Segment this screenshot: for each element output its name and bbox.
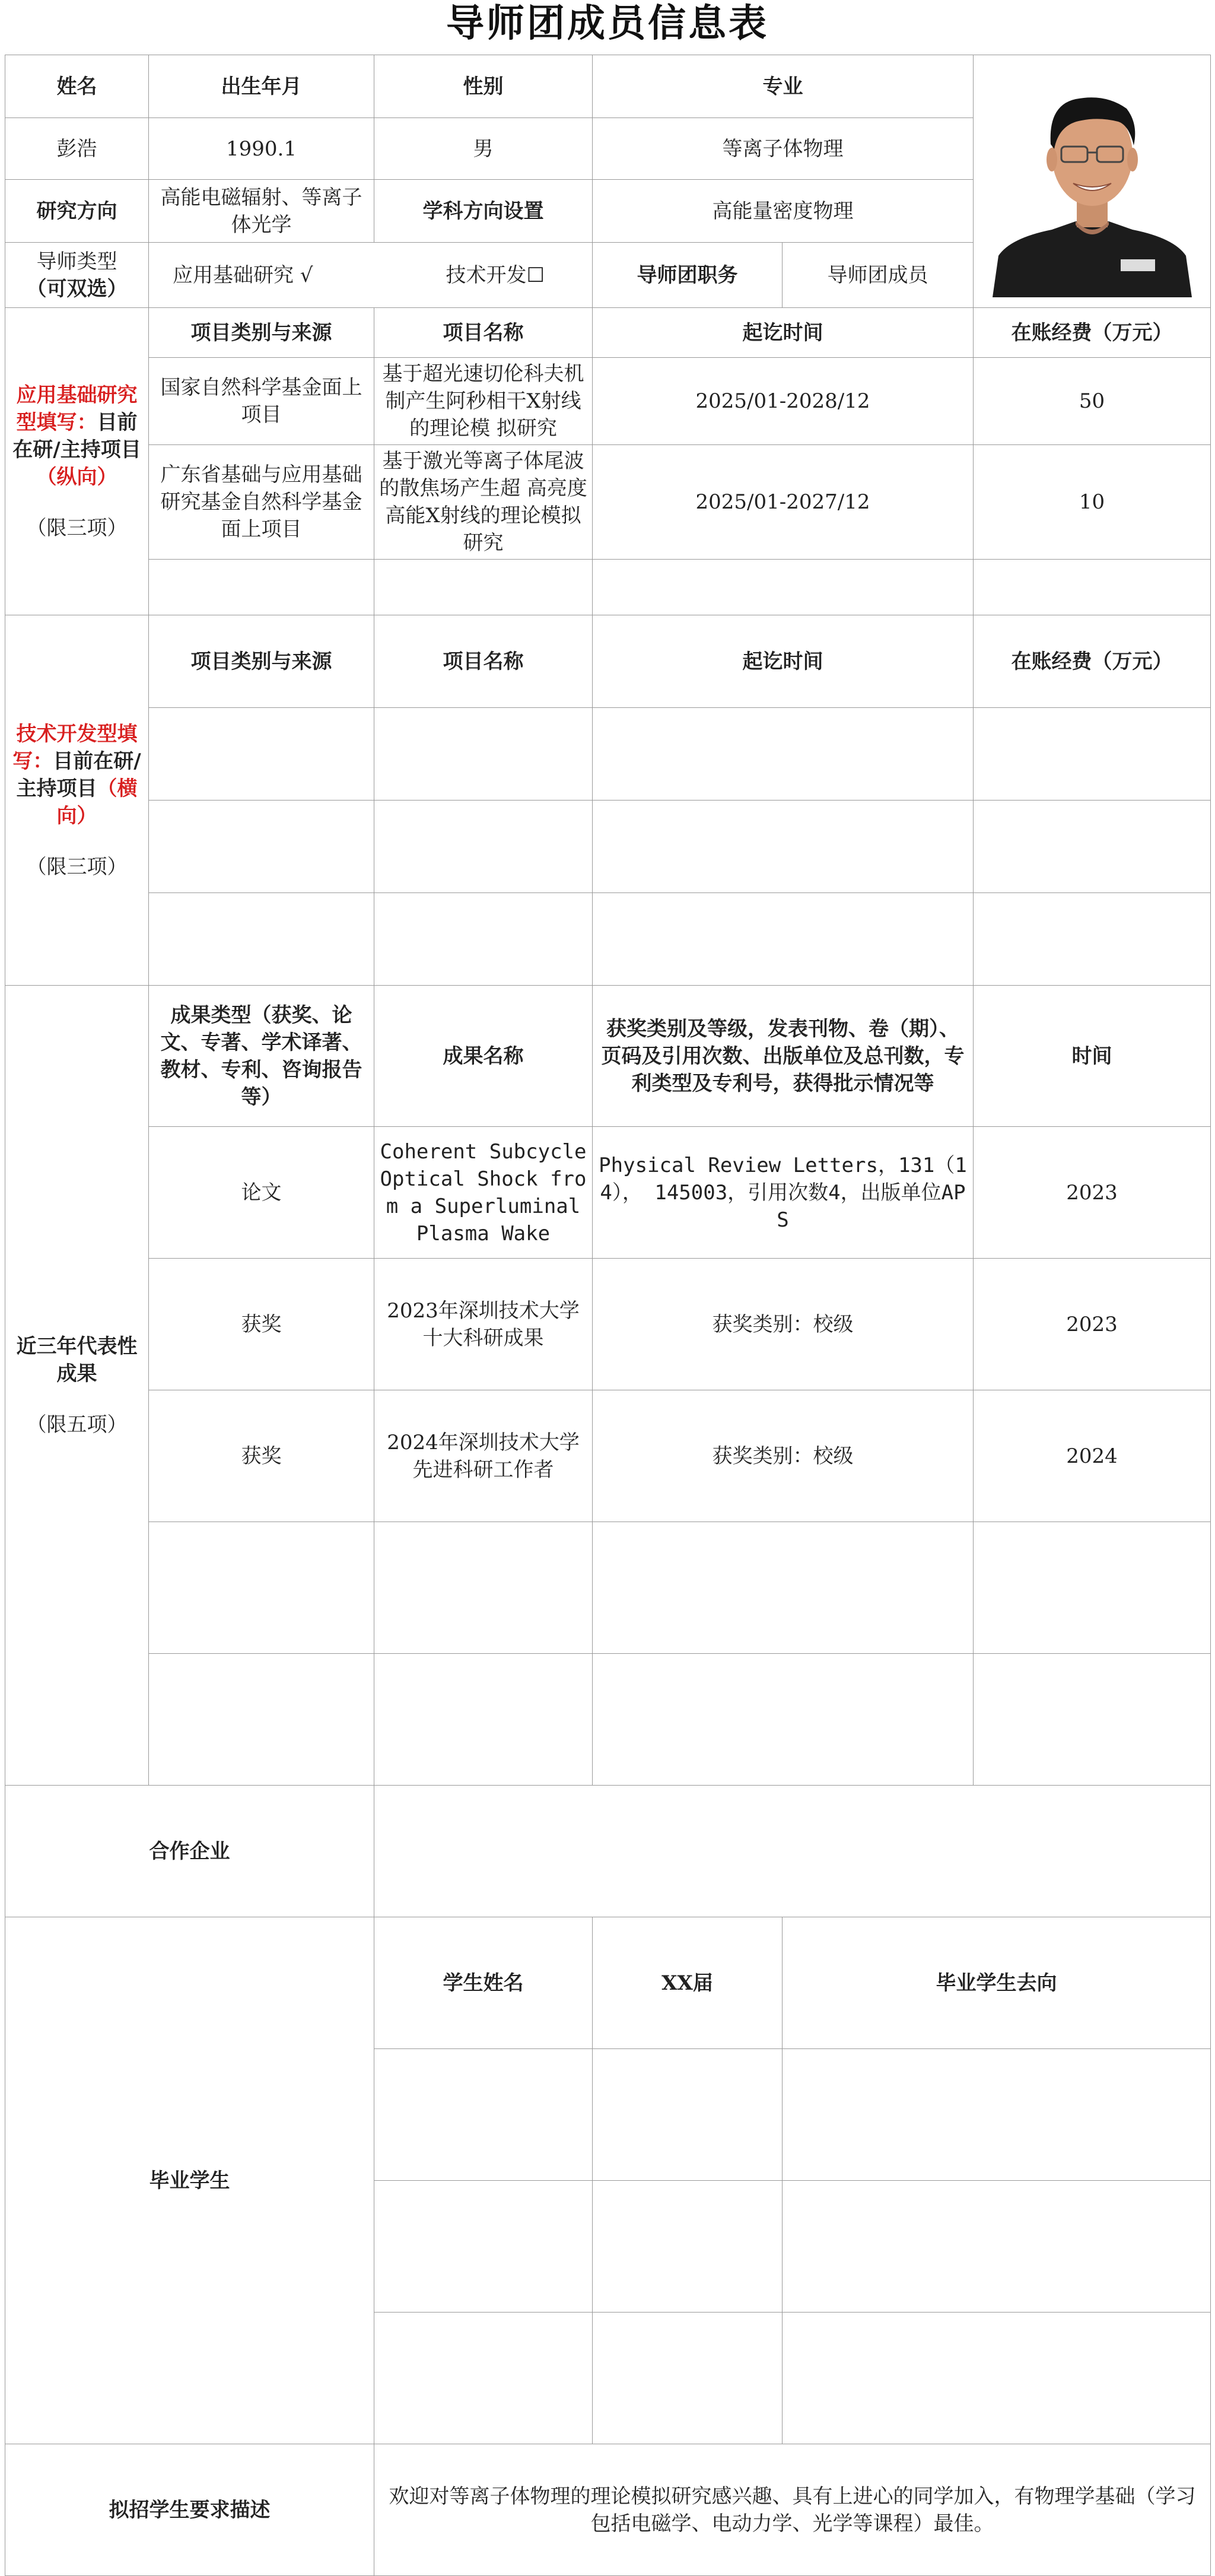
table-cell: Coherent Subcycle Optical Shock from a Superluminal Plasma Wake [374, 1127, 593, 1259]
table-cell [374, 2049, 593, 2181]
major-value: 等离子体物理 [593, 118, 974, 180]
table-cell: 获奖类别：校级 [593, 1259, 974, 1390]
table-cell [374, 1522, 593, 1654]
table-cell [593, 2049, 783, 2181]
birth-value: 1990.1 [149, 118, 374, 180]
achievements-side-limit: （限五项） [26, 1412, 128, 1437]
table-cell: 获奖 [149, 1390, 374, 1522]
table-cell: 50 [974, 358, 1211, 445]
major-label: 专业 [593, 55, 974, 118]
table-cell [374, 1654, 593, 1786]
ach-header-detail: 获奖类别及等级，发表刊物、卷（期）、页码及引用次数、出版单位及总刊数，专利类型及专利号，获得批示情况等 [593, 986, 974, 1127]
table-cell: 论文 [149, 1127, 374, 1259]
applied-header-period: 起讫时间 [593, 308, 974, 358]
table-cell [593, 801, 974, 893]
table-cell [149, 708, 374, 801]
table-cell [783, 2313, 1211, 2444]
table-cell [374, 893, 593, 986]
applied-side-black: 目前在研/主持项目 [12, 410, 141, 462]
discipline-label: 学科方向设置 [374, 180, 593, 243]
table-cell [149, 560, 374, 615]
table-cell [374, 708, 593, 801]
recruit-label: 拟招学生要求描述 [5, 2444, 374, 2576]
table-cell [374, 801, 593, 893]
tech-header-source: 项目类别与来源 [149, 615, 374, 708]
table-cell [974, 801, 1211, 893]
role-value: 导师团成员 [783, 243, 974, 308]
table-cell [593, 893, 974, 986]
applied-header-source: 项目类别与来源 [149, 308, 374, 358]
tech-side-limit: （限三项） [26, 855, 128, 879]
table-cell [974, 708, 1211, 801]
table-cell: 2023 [974, 1127, 1211, 1259]
type-applied-option[interactable]: 应用基础研究 √ [173, 263, 313, 287]
table-cell: 2025/01-2028/12 [593, 358, 974, 445]
table-cell: 基于超光速切伦科夫机制产生阿秒相干X射线的理论模 拟研究 [374, 358, 593, 445]
photo-cell [974, 55, 1211, 308]
name-value: 彭浩 [5, 118, 149, 180]
tech-side-label [5, 615, 149, 986]
gender-label: 性别 [374, 55, 593, 118]
tech-side-red: 技术开发型填写： [12, 722, 138, 773]
table-cell: 2024 [974, 1390, 1211, 1522]
research-label: 研究方向 [5, 180, 149, 243]
table-cell [974, 893, 1211, 986]
table-cell: 2025/01-2027/12 [593, 445, 974, 560]
table-cell [593, 2181, 783, 2313]
ach-header-type: 成果类型（获奖、论文、专著、学术译著、教材、专利、咨询报告等） [149, 986, 374, 1127]
page-title: 导师团成员信息表 [446, 2, 769, 46]
tech-header-name: 项目名称 [374, 615, 593, 708]
table-cell [374, 2313, 593, 2444]
applied-side-red: 应用基础研究型填写： [16, 383, 138, 434]
table-cell [593, 560, 974, 615]
grads-header-name: 学生姓名 [374, 1917, 593, 2049]
applied-side-red2: （纵向） [36, 465, 117, 489]
table-cell: 国家自然科学基金面上项目 [149, 358, 374, 445]
table-cell [783, 2049, 1211, 2181]
tech-header-funds: 在账经费（万元） [974, 615, 1211, 708]
coop-label: 合作企业 [5, 1786, 374, 1917]
table-cell [149, 1522, 374, 1654]
table-cell: 2023年深圳技术大学十大科研成果 [374, 1259, 593, 1390]
gender-value: 男 [374, 118, 593, 180]
tech-side-red2: （横向） [56, 776, 138, 828]
mentor-type-note: （可双选） [26, 277, 128, 301]
name-label: 姓名 [5, 55, 149, 118]
tech-side-black: 目前在研/主持项目 [16, 749, 141, 801]
table-cell [374, 560, 593, 615]
birth-label: 出生年月 [149, 55, 374, 118]
applied-header-funds: 在账经费（万元） [974, 308, 1211, 358]
info-form-table [5, 55, 1211, 2576]
table-cell: 2023 [974, 1259, 1211, 1390]
ach-header-name: 成果名称 [374, 986, 593, 1127]
grads-header-class: XX届 [593, 1917, 783, 2049]
person-photo-icon [987, 66, 1198, 297]
table-cell [593, 2313, 783, 2444]
role-label: 导师团职务 [593, 243, 783, 308]
table-cell: 2024年深圳技术大学先进科研工作者 [374, 1390, 593, 1522]
applied-header-name: 项目名称 [374, 308, 593, 358]
type-tech-checkbox[interactable]: 技术开发☐ [446, 263, 545, 287]
applied-side-label [5, 308, 149, 615]
table-cell [974, 1654, 1211, 1786]
table-cell [593, 1654, 974, 1786]
table-cell: 获奖 [149, 1259, 374, 1390]
tech-header-period: 起讫时间 [593, 615, 974, 708]
mentor-type-options [149, 243, 593, 308]
grads-header-destination: 毕业学生去向 [783, 1917, 1211, 2049]
grads-label: 毕业学生 [5, 1917, 374, 2444]
achievements-side-label [5, 986, 149, 1786]
table-cell [593, 1522, 974, 1654]
table-cell [974, 560, 1211, 615]
research-value: 高能电磁辐射、等离子体光学 [149, 180, 374, 243]
table-cell: 10 [974, 445, 1211, 560]
table-cell [149, 801, 374, 893]
table-cell: Physical Review Letters，131（14）， 145003，引用次数4，出版单位APS [593, 1127, 974, 1259]
ach-header-time: 时间 [974, 986, 1211, 1127]
applied-side-limit: （限三项） [26, 516, 128, 540]
discipline-value: 高能量密度物理 [593, 180, 974, 243]
achievements-side-title: 近三年代表性成果 [16, 1334, 138, 1386]
table-cell: 获奖类别：校级 [593, 1390, 974, 1522]
table-cell [593, 708, 974, 801]
table-cell: 基于激光等离子体尾波的散焦场产生超 高亮度高能X射线的理论模拟研究 [374, 445, 593, 560]
table-cell [974, 1522, 1211, 1654]
table-cell [149, 1654, 374, 1786]
coop-value [374, 1786, 1211, 1917]
recruit-text: 欢迎对等离子体物理的理论模拟研究感兴趣、具有上进心的同学加入，有物理学基础（学习包括电磁学、电动力学、光学等课程）最佳。 [374, 2444, 1211, 2576]
table-cell [374, 2181, 593, 2313]
avatar [974, 66, 1210, 297]
mentor-type-label [5, 243, 149, 308]
mentor-type-label-text: 导师类型 [36, 249, 117, 274]
table-cell: 广东省基础与应用基础研究基金自然科学基金面上项目 [149, 445, 374, 560]
table-cell [783, 2181, 1211, 2313]
table-cell [149, 893, 374, 986]
